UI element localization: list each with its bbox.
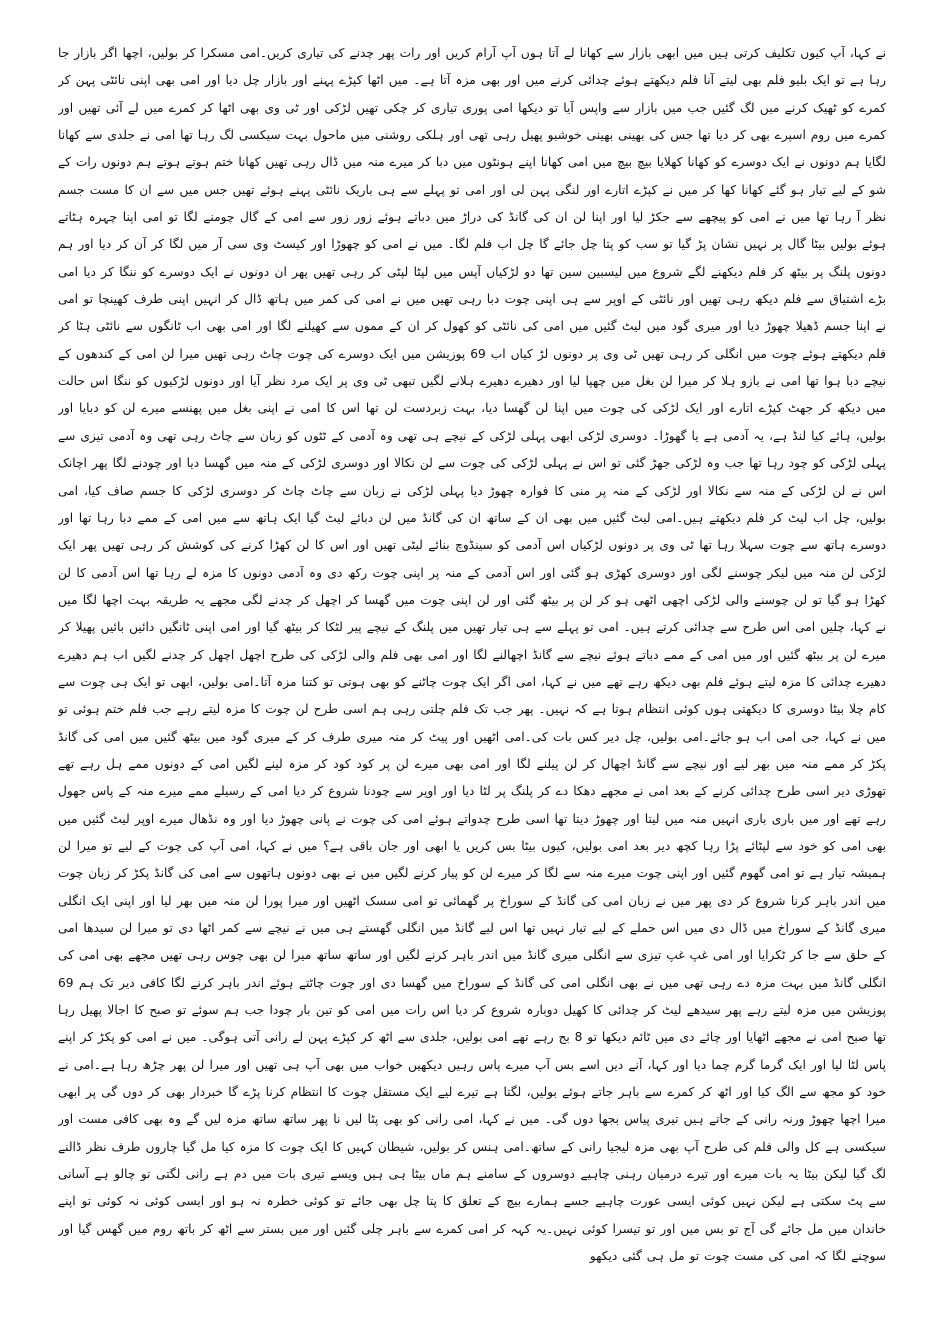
text-line: جب وہ لڑکی جھڑ گئی تو اس نے پہلی لڑکی کی چوت سے لن نکالا اور دوسری لڑکی کے منہ میں گھسا دیا اور چودنے لگا پھر اچانک اس نے لن لڑکی کے منہ سے نکالا اور لڑکی کے منہ پر منی کا فوارہ چھوڑ دیا xyxy=(58,456,886,498)
text-line: سے جکڑ لیا اور اپنا لن ان کی گانڈ کی دراڑ میں دباتے ہوئے زور زور سے امی کے گال چومنے لگا تو امی اپنا چہرہ ہٹاتے ہوئے بولیں بیٹا گال پر نہیں نشان پڑ گیا تو سب کو پتا چل جائے گا چل xyxy=(58,210,886,252)
text-line: پاس جھول رہے تھے اور میں باری باری انہیں منہ میں لیتا اور چھوڑ دیتا تھا اسی طرح چدواتے ہوئے امی کی چوت نے پانی چھوڑ دیا اور وہ نڈھال میرے اوپر لیٹ گئیں میں بھی امی کو خود سے لپٹائے پڑا xyxy=(58,784,886,853)
text-line: آنا فلم دیکھتے ہوئے چدائی کرنے میں اور بھی مزہ آتا ہے۔ میں اٹھا کپڑے پہنے اور بازار چل دیا اور امی بھی اپنی نائٹی پہن کر کمرے کو ٹھیک کرنے میں لگ گئیں جب میں بازار سے واپس آیا تو xyxy=(58,73,886,115)
text-line: رہا کچھ دیر بعد امی بولیں، کیوں بیٹا بس کریں یا ابھی اور جان باقی ہے؟ میں نے کہا، امی آپ کی چوت کے لیے تو میرا لن ہمیشہ تیار ہے تو امی گھوم گئیں اور اپنی چوت میرے منہ سے لگا کر میرے xyxy=(58,838,886,881)
text-line: نے خود کو مجھ سے الگ کیا اور اٹھ کر کمرے سے باہر جاتے ہوئے بولیں، لگتا ہے تیرے لیے ایک مستقل چوت کا انتظام کرنا پڑے گا خبردار بھی کر دوں گی پر ابھی میرا اچھا چھوڑ ورنہ رانی کے xyxy=(58,1057,886,1127)
text-line: رات میں امی کو تین بار چودا جب ہم سوئے تو صبح کا اجالا پھیل رہا تھا صبح امی نے مجھے اٹھایا اور چائے دی میں ٹائم دیکھا تو 8 بج رہے تھے امی بولیں، جلدی سے اٹھ کر کپڑے پہن لے رانی آتی xyxy=(58,1003,886,1045)
text-line: جاتے ہیں تیری پیاس بجھا دوں گی۔ میں نے کہا، امی رانی کو بھی پٹا لیں نا پھر ساتھ ساتھ مزہ لیں گے وہ بھی کافی مست اور سیکسی ہے کل والی فلم کی طرح آپ بھی مزہ لیجیا رانی کے ساتھ۔امی ہنس xyxy=(58,1112,886,1154)
text-line: میں لیکر چوسنے لگی اور دوسری کھڑی ہو گئی اور اس آدمی کے منہ پر اپنی چوت رکھ دی وہ آدمی دونوں کا مزہ لے رہا تھا اس آدمی کا لن کھڑا ہو گیا تو لن چوسنے والی لڑکی اچھی اٹھی ہو کر لن پر بیٹھ گئی اور لن xyxy=(58,565,886,607)
text-line: لن کو پیار کرنے لگیں میں نے بھی دونوں ہاتھوں سے امی کی گانڈ پکڑ کر زبان چوت میں اندر باہر کرنا شروع کر دی پھر میں نے زبان امی کی گانڈ کے سوراخ پر گھمائی تو امی سسک اٹھیں اور میرا xyxy=(58,866,886,908)
text-line: کے شو کے لیے تیار ہو گئے کھانا کھا کر میں نے کپڑے اتارے اور لنگی پہن لی اور امی تو پہلے سے ہی باریک نائٹی پہنے ہوئے تھیں جس میں سے ان کا مست جسم نظر آ رہا تھا میں نے امی کو پیچھے xyxy=(58,155,886,225)
text-line: نے کہا، آپ کیوں تکلیف کرتی ہیں میں ابھی بازار سے کھانا لے آتا ہوں آپ آرام کریں اور رات پھر چدنے کی تیاری کریں۔امی مسکرا کر بولیں، اچھا اگر بازار جا رہا ہے تو ایک بلیو فلم بھی لیتے xyxy=(58,46,886,88)
text-line: لگیں امی کے دونوں ممے ہل رہے تھے تھوڑی دیر اسی طرح چدائی کرنے کے بعد امی نے مجھے دھکا دے کر پلنگ پر لٹا دیا اور اوپر سے چودنا شروع کر دیا امی کے رسیلے ممے میرے منہ کے xyxy=(58,756,886,799)
text-line: دیکھتی ہوں کوئی انتظام ہوتا ہے کہ نہیں۔ پھر جب تک فلم چلتی رہی ہم اسی طرح لن چوت کا مزہ لیتے رہے جب فلم ختم ہوئی تو میں نے کہا، جی امی اب ہو جائے۔امی بولیں، چل دیر کس بات xyxy=(58,702,886,744)
text-line: اور امی اپنی ٹانگیں دائیں بائیں پھیلا کر میرے لن پر بیٹھ گئیں اور میں امی کے ممے دباتے ہوئے نیچے سے گانڈ اچھالنے لگا اور امی بھی فلم والی لڑکی کی طرح اچھل اچھل کر چدنے لگیں اب ہم xyxy=(58,620,886,662)
text-line: میں مل جائے گی آج تو بس میں اور تو تیسرا کوئی نہیں۔یہ کہہ کر امی کمرے سے باہر چلی گئیں اور میں بستر سے اٹھ کر باتھ روم میں گھس گیا اور سوچنے لگا کہ امی کی مست چوت تو مل ہی گئی دیکھو xyxy=(58,1221,886,1264)
text-line: سے میں امی کے ممے دبا رہا تھا اور دوسرے ہاتھ سے چوت سہلا رہا تھا ٹی وی پر دونوں لڑکیاں اس آدمی کو سینڈوچ بنائے لیٹی تھیں اور اس کا لن کھڑا کرنے کی کوشش کر رہی تھیں پھر ایک لڑکی لن منہ xyxy=(58,510,886,580)
text-line: اب فلم لگا۔ میں نے امی کو چھوڑا اور کیسٹ وی سی آر میں لگا کر آن کر دیا اور ہم دونوں پلنگ پر بیٹھ کر فلم دیکھنے لگے شروع میں لیسبین سین تھا دو لڑکیاں آپس میں لپٹا لپٹی کر رہی تھیں پھر ان دونوں xyxy=(58,237,886,279)
text-line: پہلی لڑکی نے زبان سے چاٹ چاٹ کر دوسری لڑکی کا جسم صاف کیا، امی بولیں، چل اب لیٹ کر فلم دیکھتے ہیں۔امی لیٹ گئیں میں بھی ان کے ساتھ ان کی گانڈ میں لن دبائے لیٹ گیا ایک ہاتھ xyxy=(58,483,886,525)
text-line: ہوگی۔ میں نے امی کو پکڑ کر اپنے پاس لٹا لیا اور ایک گرما گرم چما دیا اور کہا، آنے دیں اسے بس آپ میرے پاس رہیں دیکھیں خواب میں بھی آپ ہی تھیں اور میرا لن پھر چڑھ رہا ہے۔امی xyxy=(58,1030,886,1072)
text-line: ٹی وی پر ایک مرد نظر آیا اور دونوں لڑکیوں کو ننگا اس حالت میں دیکھ کر جھٹ کپڑے اتارے اور ایک لڑکی کی چوت میں اپنا لن گھسا دیا، بہت زبردست لن تھا اس کا امی نے اپنی بغل میں پھنسے xyxy=(58,374,886,416)
text-line: حلق سے جا کر ٹکرایا اور امی غپ غپ تیزی سے انگلی میری گانڈ میں اندر باہر کرنے لگیں اور ساتھ ساتھ میرا لن بھی چوس رہی تھیں مجھے بھی امی کی انگلی گانڈ میں بہت مزہ دے رہی تھی میں نے بھی xyxy=(58,948,886,990)
text-line: پورا لن منہ میں بھر لیا اور اپنی ایک انگلی میری گانڈ کے سوراخ میں ڈال دی میں اس حملے کے لیے تیار نہیں تھا اس لیے گانڈ میں انگلی گھستے ہی میں نے نیچے سے کمر اٹھا دی تو میرا لن سیدھا امی کے xyxy=(58,893,886,963)
text-line: نے ایک دوسرے کو ننگا کر دیا امی بڑے اشتیاق سے فلم دیکھ رہی تھیں اور نائٹی کے اوپر سے ہی اپنی چوت دبا رہی تھیں میں نے امی کی کمر میں ہاتھ ڈال کر انہیں اپنی طرف کھینچا تو امی نے اپنا جسم xyxy=(58,264,886,334)
text-line: کر بولیں، شیطان کہیں کا ایک چوت کا مزہ کیا مل گیا چاروں طرف نظر ڈالنے لگ گیا لیکن بیٹا یہ بات میرے اور تیرے درمیان رہنی چاہیے دوسروں کے سامنے ہم ماں بیٹا ہی ہیں ویسے تیری xyxy=(58,1139,886,1182)
text-line: کیاں اب 69 پوزیشن میں ایک دوسرے کی چوت چاٹ رہی تھیں میرا لن امی کے کندھوں کے نیچے دبا ہوا تھا امی نے بازو ہلا کر میرا لن بغل میں چھپا لیا اور دھیرے دھیرے ہلانے لگیں تبھی xyxy=(58,346,886,389)
text-line: کی۔امی اٹھیں اور پیٹ کر منہ میری طرف کر کے میری گود میں بیٹھ گئیں میں امی کی گانڈ پکڑ کر ممے منہ میں بھر لیے اور نیچے سے گانڈ اچھال کر لن پیلنے لگا اور امی بھی میرے لن پر کود کود کر مزہ لینے xyxy=(58,729,886,771)
text-line: لگ رہا تھا امی نے جلدی سے کھانا لگایا ہم دونوں نے ایک دوسرے کو کھانا کھلایا بیچ بیچ میں امی کھانا اپنے ہونٹوں میں دبا کر میرے منہ میں ڈال رہی تھیں کھانا ختم ہوتے ہوتے ہم دونوں رات xyxy=(58,128,886,170)
text-line: دیکھا امی پوری تیاری کر چکی تھیں لڑکی اور ٹی وی بھی اٹھا کر کمرے میں لے آئی تھیں اور کمرے میں روم اسپرے بھی کر دیا تھا جس کی بھینی بھینی خوشبو پھیل رہی تھی اور ہلکی روشنی میں ماحول بہت سیکسی xyxy=(58,100,886,143)
text-line: انگلی امی کی گانڈ کے سوراخ میں گھسا دی اور چوت چاٹتے ہوئے اندر باہر کرنے لگا کافی دیر تک ہم 69 پوزیشن میں مزہ لیتے رہے پھر سیدھے لیٹ کر چدائی کا کھیل دوبارہ شروع کر دیا اس xyxy=(58,975,886,1018)
text-line: میرے لن کو دبایا اور بولیں، ہائے کیا لنڈ ہے، یہ آدمی ہے یا گھوڑا۔ دوسری لڑکی ابھی پہلی لڑکی کے نیچے ہی تھی وہ آدمی کے ٹٹوں کو زبان سے چاٹ رہی تھی وہ آدمی تیزی سے پہلی لڑکی کو چود رہا تھا xyxy=(58,401,886,471)
text-line: دھیرے دھیرے چدائی کا مزہ لیتے ہوئے فلم بھی دیکھ رہے تھے میں نے کہا، امی اگر ایک چوت چاٹنے کو بھی ہوتی تو کتنا مزہ آتا۔امی بولیں، ابھی تو ایک ہی چوت سے کام چلا بیٹا دوسری کا xyxy=(58,647,886,717)
text-line: ڈھیلا چھوڑ دیا اور میری گود میں لیٹ گئیں میں امی کی نائٹی کو کھول کر ان کے مموں سے کھیلنے لگا اور امی بھی اب ٹانگوں سے نائٹی ہٹا کر فلم دیکھتے ہوئے چوت میں انگلی کر رہی تھیں ٹی وی پر دونوں لڑ xyxy=(58,319,886,361)
document-page xyxy=(58,40,886,1310)
text-line: اپنی چوت میں گھسا کر اچھل کر چدنے لگی مجھے یہ طریقہ بہت اچھا لگا میں نے کہا، چلیں امی اس طرح سے چدائی کرتے ہیں۔ امی تو پہلے سے ہی تیار تھیں میں پلنگ کے نیچے پیر لٹکا کر بیٹھ گیا xyxy=(58,592,886,635)
urdu-text-body xyxy=(58,40,886,1270)
text-line: بات میں دم ہے رانی لگتی تو چالو ہے آسانی سے پٹ سکتی ہے لیکن نہیں کوئی ایسی عورت چاہیے جسے ہمارے بیچ کے تعلق کا پتا چل بھی جائے تو کوئی خطرہ نہ ہو اور ایسی کوئی نہ کوئی تو اپنے خاندان xyxy=(58,1167,886,1236)
